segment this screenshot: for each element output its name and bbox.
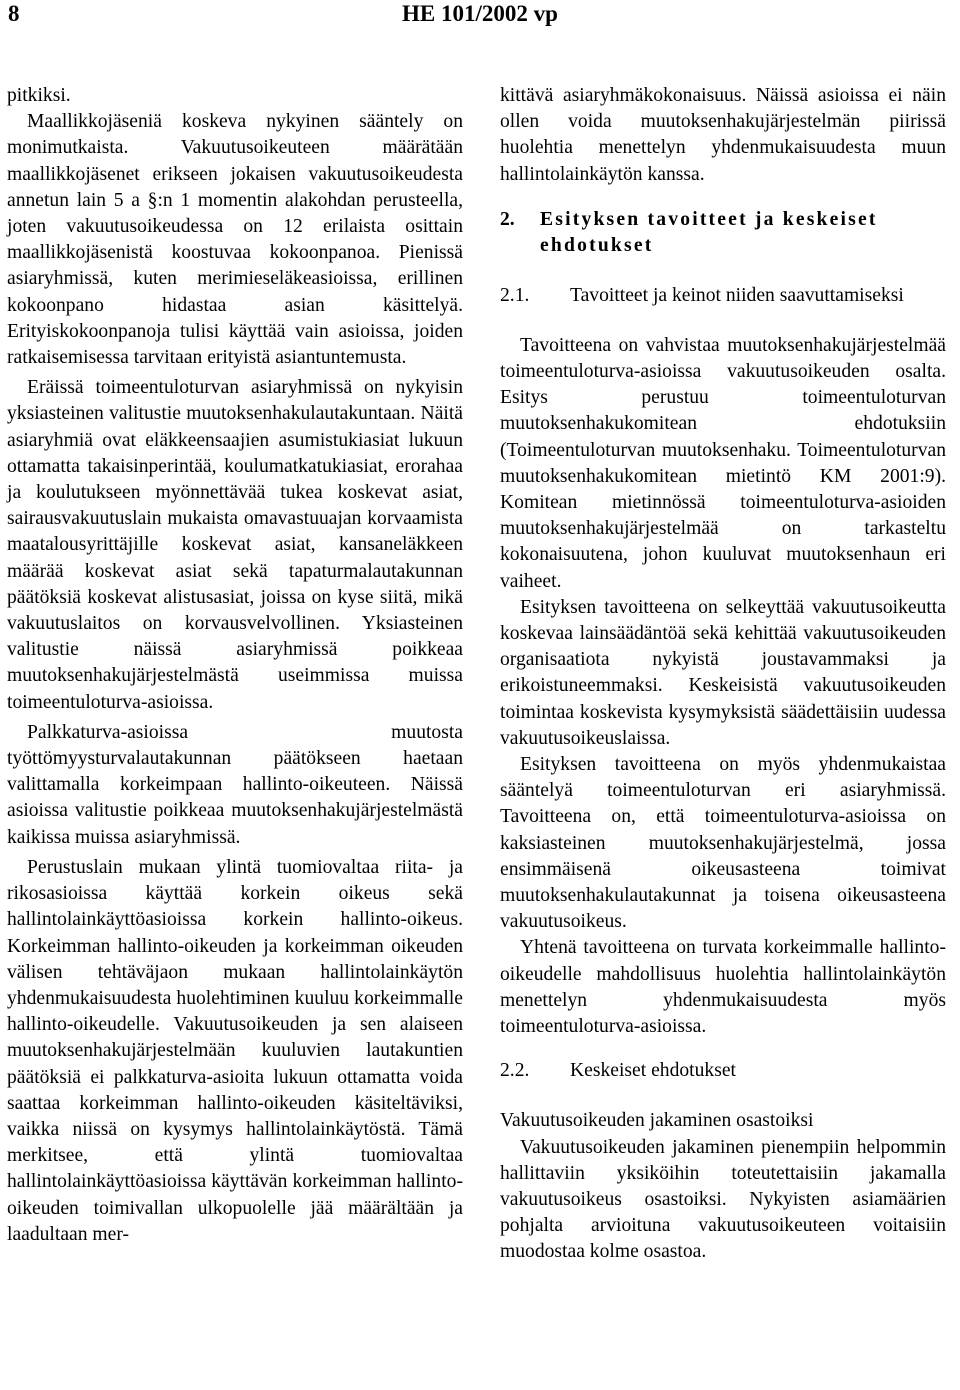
left-column xyxy=(7,83,463,1248)
section-heading xyxy=(500,207,946,259)
paragraph: kittävä asiaryhmäkokonaisuus. Näissä asioissa ei näin ollen voida muutoksenhakujärjestelmän piirissä huolehtia menettelyn yhdenmukaisuudesta muun hallintolainkäytön kanssa. xyxy=(500,85,946,185)
section-number: 2. xyxy=(500,208,515,230)
right-column xyxy=(500,83,946,1266)
paragraph: Vakuutusoikeuden jakaminen pienempiin helpommin hallittaviin yksiköihin toteutettaisiin jakamalla vakuutusoikeus osastoiksi. Nykyisten asiamäärien pohjalta arvioituna vakuutusoikeuteen voitaisiin muodostaa kolme osastoa. xyxy=(500,1136,946,1263)
paragraph: Esityksen tavoitteena on selkeyttää vakuutusoikeutta koskevaa lainsäädäntöä sekä kehittää vakuutusoikeuden organisaatiota nykyistä joustavammaksi ja erikoistuneemmaksi. Keskeisistä vakuutusoikeuden toimintaa koskevista kysymyksistä säädettäisiin uudessa vakuutusoikeuslaissa. xyxy=(500,596,946,749)
subsection-number: 2.2. xyxy=(500,1060,530,1082)
paragraph: Palkkaturva-asioissa muutosta työttömyysturvalautakunnan päätökseen haetaan valittamalla korkeimpaan hallinto-oikeuteen. Näissä asioissa valitustie poikkeaa muutoksenhakujärjestelmästä kaikissa muissa asiaryhmissä. xyxy=(7,721,463,848)
paragraph: Tavoitteena on vahvistaa muutoksenhakujärjestelmää toimeentuloturva-asioissa vakuutusoikeuden osalta. Esitys perustuu toimeentuloturvan muutoksenhakukomitean ehdotuksiin (Toimeentuloturvan muutoksenhaku. Toimeentuloturvan muutoksenhakukomitean mietintö KM 2001:9). Komitean mietinnössä toimeentuloturva-asioiden muutoksenhakujärjestelmää on tarkasteltu kokonaisuutena, johon kuuluvat muutoksenhaun eri vaiheet. xyxy=(500,334,946,592)
subsection-number: 2.1. xyxy=(500,284,530,306)
subsection-heading xyxy=(500,283,946,309)
page-number: 8 xyxy=(8,1,20,26)
section-title: Esityksen tavoitteet ja keskeiset ehdotukset xyxy=(540,208,878,256)
paragraph: Perustuslain mukaan ylintä tuomiovaltaa riita- ja rikosasioissa käyttää korkein oikeus sekä hallintolainkäyttöasioissa korkein hallinto-oikeus. Korkeimman hallinto-oikeuden ja korkeimman oikeuden välisen tehtäväjaon mukaan hallintolainkäytön yhdenmukaisuudesta huolehtiminen kuuluu korkeimmalle hallinto-oikeudelle. Vakuutusoikeuden ja sen alaiseen muutoksenhakujärjestelmään kuuluvien lautakuntien päätöksiä ei palkkaturva-asioita lukuun ottamatta voida saattaa korkeimman hallinto-oikeuden käsiteltäviksi, vaikka niissä on kysymys hallintolainkäytöstä. Tämä merkitsee, että ylintä tuomiovaltaa hallintolainkäyttöasioissa käyttävän korkeimman hallinto-oikeuden toimivallan ulkopuolelle jää määrältään ja laadultaan mer- xyxy=(7,856,463,1245)
subsection-heading xyxy=(500,1058,946,1084)
paragraph: Yhtenä tavoitteena on turvata korkeimmalle hallinto-oikeudelle mahdollisuus huolehtia hallintolainkäytön menettelyn yhdenmukaisuudesta myös toimeentuloturva-asioissa. xyxy=(500,937,946,1038)
paragraph: Eräissä toimeentuloturvan asiaryhmissä on nykyisin yksiasteinen valitustie muutoksenhakulautakuntaan. Näitä asiaryhmiä ovat eläkkeensaajien asumistukiasiat lukuun ottamatta takaisinperintää, koulumatkatukiasiat, erorahaa ja koulutukseen myönnettävää tukea koskevat asiat, sairausvakuutuslain mukaista omavastuuajan korvaamista maatalousyrittäjille koskevat asiat, kansaneläkkeen määrää koskevat asiat sekä tapaturmalautakunnan päätöksiä koskevat alistusasiat, joissa on kyse siitä, mikä vakuutuslaitos on korvausvelvollinen. Yksiasteinen valitustie näissä asiaryhmissä poikkeaa muutoksenhakujärjestelmästä useimmissa muissa toimeentuloturva-asioissa. xyxy=(7,377,463,713)
paragraph: Maallikkojäseniä koskeva nykyinen sääntely on monimutkaista. Vakuutusoikeuteen määrätään maallikkojäsenet erikseen jokaisen vakuutusoikeudesta annetun lain 5 a §:n 1 momentin alakohdan perusteella, joten vakuutusoikeudessa on 12 erilaista osittain maallikkojäsenistä koostuvaa kokoonpanoa. Pienissä asiaryhmissä, kuten merimieseläkeasioissa, erillinen kokoonpano hidastaa asian käsittelyä. Erityiskokoonpanoja tulisi käyttää vain asioissa, joiden ratkaisemisessa tarvitaan erityistä asiantuntemusta. xyxy=(7,111,463,369)
subsection-title: Tavoitteet ja keinot niiden saavuttamiseksi xyxy=(570,284,904,306)
paragraph: pitkiksi. xyxy=(7,85,71,106)
paragraph: Esityksen tavoitteena on myös yhdenmukaistaa sääntelyä toimeentuloturvan eri asiaryhmissä. Tavoitteena on, että toimeentuloturva-asioissa on kaksiasteinen muutoksenhakujärjestelmä, jossa ensimmäisenä oikeusasteena toimivat muutoksenhakulautakunnat ja toisena oikeusasteena vakuutusoikeus. xyxy=(500,754,946,933)
document-id: HE 101/2002 vp xyxy=(402,1,558,26)
topic-heading: Vakuutusoikeuden jakaminen osastoiksi xyxy=(500,1110,814,1132)
page-header xyxy=(8,0,952,32)
subsection-title: Keskeiset ehdotukset xyxy=(570,1060,736,1082)
